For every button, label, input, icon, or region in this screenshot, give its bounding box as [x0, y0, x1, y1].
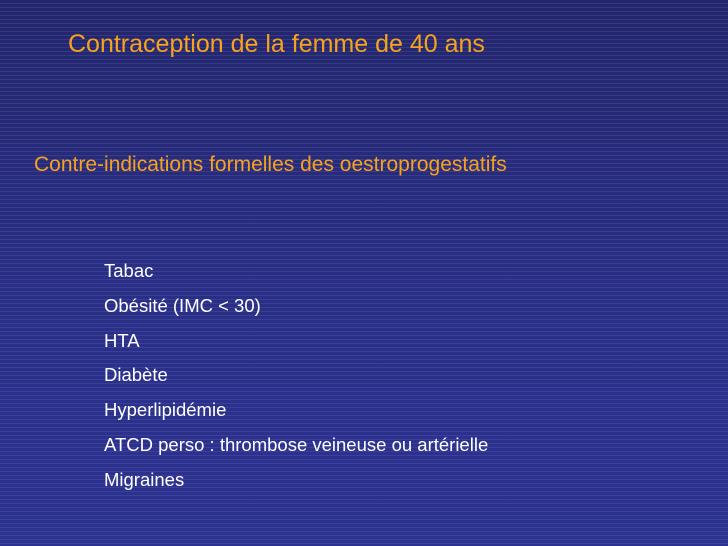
slide-title: Contraception de la femme de 40 ans	[68, 30, 485, 58]
slide-subtitle: Contre-indications formelles des oestroprogestatifs	[34, 153, 507, 176]
list-item: Hyperlipidémie	[104, 399, 227, 421]
list-item: Diabète	[104, 364, 168, 386]
contraindication-list	[104, 254, 488, 498]
list-item: Tabac	[104, 260, 154, 281]
list-item: HTA	[104, 329, 140, 351]
list-item: Obésité (IMC < 30)	[104, 294, 261, 316]
list-item: Migraines	[104, 468, 185, 490]
list-item: ATCD perso : thrombose veineuse ou artérielle	[104, 433, 489, 455]
